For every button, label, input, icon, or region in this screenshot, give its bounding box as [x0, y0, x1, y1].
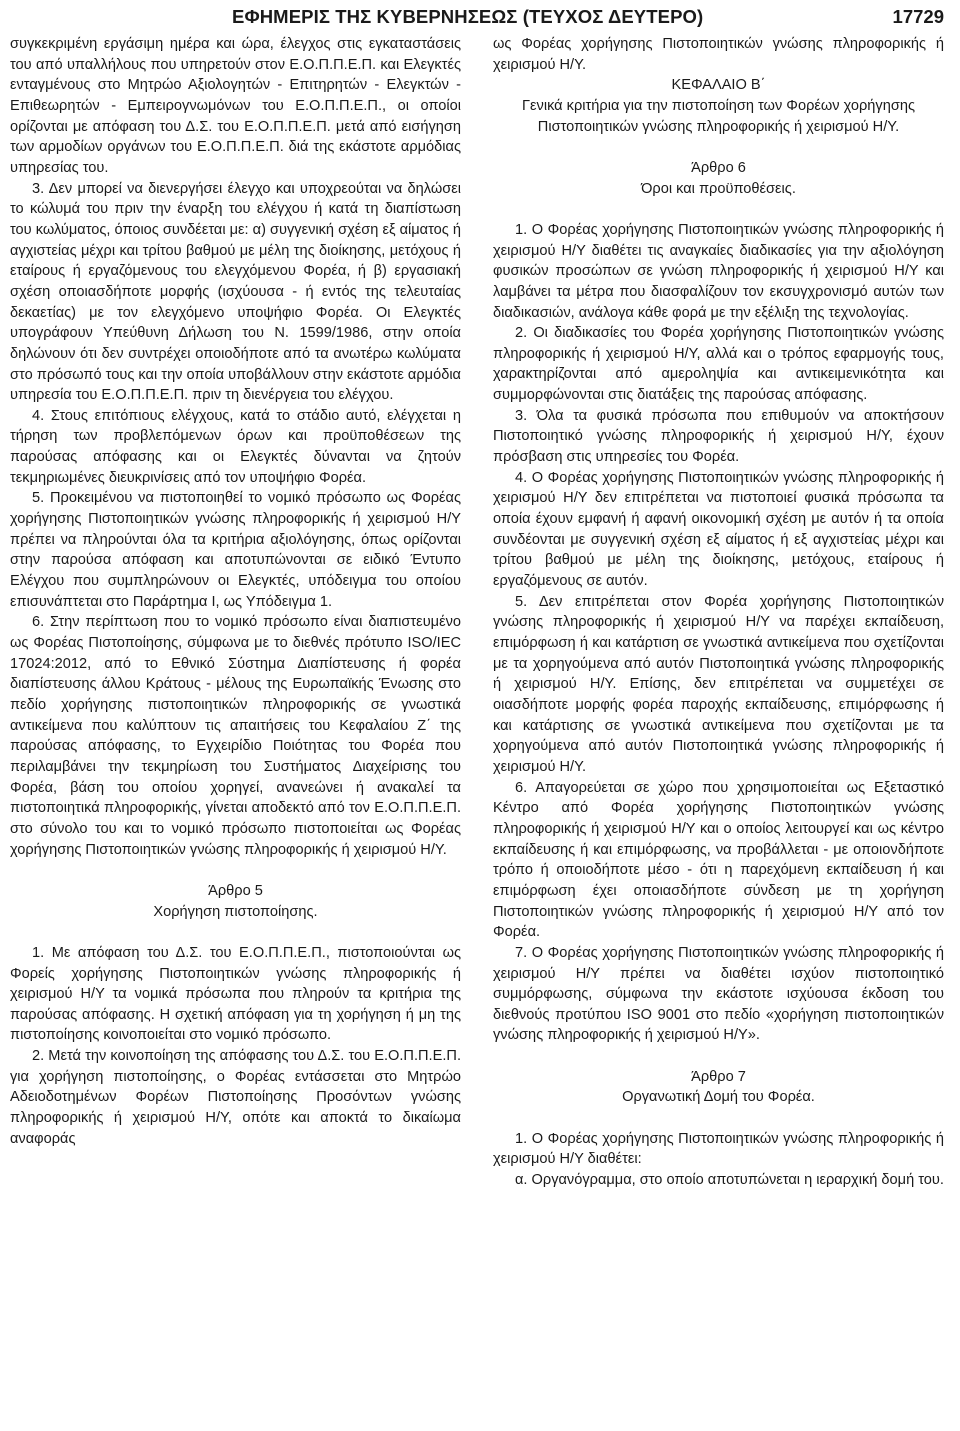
article-7-title: Άρθρο 7 — [691, 1068, 746, 1085]
article-6-paragraph-4: 4. Ο Φορέας χορήγησης Πιστοποιητικών γνώσης πληροφορικής ή χειρισμού Η/Υ δεν επιτρέπεται να πιστοποιεί φυσικά πρόσωπα τα οποία έχουν εμφανή ή αφανή οικονομική σχέση με αυτόν ή τα οποία συνδέονται με συγγενική σχέση εξ αίματος ή εξ αγχιστείας μέχρι και τρίτου βαθμού με μέλη της διοίκησης, μετόχους, εταίρους ή εργαζόμενους σε αυτόν. — [493, 469, 944, 590]
paragraph-continuation: ως Φορέας χορήγησης Πιστοποιητικών γνώσης πληροφορικής ή χειρισμού Η/Υ. — [493, 36, 944, 73]
article-6-title: Άρθρο 6 — [691, 159, 746, 176]
article-6-paragraph-3: 3. Όλα τα φυσικά πρόσωπα που επιθυμούν να αποκτήσουν Πιστοποιητικό γνώσης πληροφορικής ή χειρισμού Η/Υ, έχουν πρόσβαση στις υπηρεσίες του Φορέα. — [493, 407, 944, 466]
article-6-subtitle: Όροι και προϋποθέσεις. — [641, 180, 796, 197]
article-5-title: Άρθρο 5 — [208, 882, 263, 899]
article-7-subtitle: Οργανωτική Δομή του Φορέα. — [622, 1089, 815, 1106]
article-5-paragraph-1: 1. Με απόφαση του Δ.Σ. του Ε.Ο.Π.Π.Ε.Π., πιστοποιούνται ως Φορείς χορήγησης Πιστοποιητικών γνώσης πληροφορικής ή χειρισμού Η/Υ τα νομικά πρόσωπα που πληρούν τα κριτήρια της παρούσας απόφασης. Η σχετική απόφαση για τη χορήγηση ή μη της πιστοποίησης κοινοποιείται στο νομικό πρόσωπο. — [10, 944, 461, 1044]
paragraph-4: 4. Στους επιτόπιους ελέγχους, κατά το στάδιο αυτό, ελέγχεται η τήρηση των προβλεπόμενων όρων και προϋποθέσεων της παρούσας απόφασης και οι Ελεγκτές δύνανται να ζητούν τεκμηριωμένες διευκρινίσεις από τον υποψήφιο Φορέα. — [10, 407, 461, 486]
article-6-paragraph-7: 7. Ο Φορέας χορήγησης Πιστοποιητικών γνώσης πληροφορικής ή χειρισμού Η/Υ πρέπει να διαθέτει ισχύον πιστοποιητικό συμμόρφωσης, σύμφωνα την εκάστοτε ισχύουσα έκδοση του διεθνούς προτύπου ISO 9001 στο πεδίο «χορήγηση πιστοποιητικών γνώσης πληροφορικής ή χειρισμού Η/Υ». — [493, 944, 944, 1044]
article-7-item-a: α. Οργανόγραμμα, στο οποίο αποτυπώνεται η ιεραρχική δομή του. — [515, 1172, 944, 1189]
page-header — [0, 0, 960, 34]
left-column — [10, 34, 461, 1424]
chapter-subtitle: Γενικά κριτήρια για την πιστοποίηση των Φορέων χορήγησης Πιστοποιητικών γνώσης πληροφορικής ή χειρισμού Η/Υ. — [521, 97, 915, 135]
chapter-title: ΚΕΦΑΛΑΙΟ Β΄ — [671, 77, 766, 94]
article-5-paragraph-2: 2. Μετά την κοινοποίηση της απόφασης του Δ.Σ. του Ε.Ο.Π.Π.Ε.Π. για χορήγηση πιστοποίησης, ο Φορέας εντάσσεται στο Μητρώο Αδειοδοτημένων Φορέων Πιστοποίησης Προσόντων γνώσης πληροφορικής ή χειρισμού Η/Υ, οπότε και αποκτά το δικαίωμα αναφοράς — [10, 1048, 461, 1147]
article-5-subtitle: Χορήγηση πιστοποίησης. — [153, 903, 318, 920]
paragraph-6: 6. Στην περίπτωση που το νομικό πρόσωπο είναι διαπιστευμένο ως Φορέας Πιστοποίησης, σύμφωνα με το διεθνές πρότυπο ISO/IEC 17024:2012, από το Εθνικό Σύστημα Διαπίστευσης ή φορέα διαπίστευσης άλλου Κράτους - μέλους της Ευρωπαϊκής Ένωσης στο πεδίο χορήγησης πιστοποιητικών πληροφορικής σε γνωστικά αντικείμενα που καλύπτουν τις απαιτήσεις του Κεφαλαίου Ζ΄ της παρούσας απόφασης, το Εγχειρίδιο Ποιότητας του Φορέα που περιλαμβάνει την τεκμηρίωση του Συστήματος Διαχείρισης του Φορέα, βάση του οποίου χορηγεί, ανανεώνει ή ανακαλεί τα πιστοποιητικά πληροφορικής, γίνεται αποδεκτό από τον Ε.Ο.Π.Π.Ε.Π. στο σύνολο του και το νομικό πρόσωπο πιστοποιείται ως Φορέας χορήγησης Πιστοποιητικών γνώσης πληροφορικής ή χειρισμού Η/Υ. — [10, 614, 461, 858]
article-6-paragraph-1: 1. Ο Φορέας χορήγησης Πιστοποιητικών γνώσης πληροφορικής ή χειρισμού Η/Υ διαθέτει τις αναγκαίες διαδικασίες για την αξιολόγηση φυσικών προσώπων σε γνώση πληροφορικής ή χειρισμού Η/Υ και λαμβάνει τα μέτρα που διασφαλίζουν τον εκσυγχρονισμό αυτών των διαδικασιών, ανάλογα κάθε φορά με την εξέλιξη της τεχνολογίας. — [493, 221, 944, 321]
gazette-title: ΕΦΗΜΕΡΙΣ ΤΗΣ ΚΥΒΕΡΝΗΣΕΩΣ (ΤΕΥΧΟΣ ΔΕΥΤΕΡΟ) — [232, 6, 704, 27]
article-7-paragraph-1: 1. Ο Φορέας χορήγησης Πιστοποιητικών γνώσης πληροφορικής ή χειρισμού Η/Υ διαθέτει: — [493, 1130, 944, 1168]
article-6-paragraph-5: 5. Δεν επιτρέπεται στον Φορέα χορήγησης Πιστοποιητικών γνώσης πληροφορικής ή χειρισμού Η/Υ να παρέχει εκπαίδευση, επιμόρφωση ή και κατάρτιση σε γνωστικά αντικείμενα που σχετίζονται με τα χορηγούμενα από αυτόν Πιστοποιητικά γνώσης πληροφορικής ή χειρισμού Η/Υ. Επίσης, δεν επιτρέπεται να συμμετέχει σε οιασδήποτε μορφής φορέα παροχής εκπαίδευσης, επιμόρφωσης ή και κατάρτισης σε γνωστικά αντικείμενα που σχετίζονται με τα χορηγούμενα από αυτόν Πιστοποιητικά γνώσης πληροφορικής ή χειρισμού Η/Υ. — [493, 593, 944, 775]
right-column — [493, 34, 944, 1424]
page-number: 17729 — [892, 6, 944, 27]
article-6-paragraph-6: 6. Απαγορεύεται σε χώρο που χρησιμοποιείται ως Εξεταστικό Κέντρο από Φορέα χορήγησης Πιστοποιητικών γνώσης πληροφορικής ή χειρισμού Η/Υ και ο οποίος λειτουργεί και ως κέντρο εκπαίδευσης ή και επιμόρφωσης, να προβάλλεται - με οποιονδήποτε τρόπο ή οποιοδήποτε μέσο - ότι η παρεχόμενη εκπαίδευση ή και επιμόρφωση έχει οποιασδήποτε σύνδεση με τη χορήγηση Πιστοποιητικών γνώσης πληροφορικής ή χειρισμού Η/Υ από τον Φορέα. — [493, 779, 944, 941]
article-6-paragraph-2: 2. Οι διαδικασίες του Φορέα χορήγησης Πιστοποιητικών γνώσης πληροφορικής ή χειρισμού Η/Υ, αλλά και ο τρόπος εφαρμογής τους, χαρακτηρίζονται από αμεροληψία και αντικειμενικότητα και συμμορφώνονται στις διατάξεις της παρούσας απόφασης. — [493, 325, 944, 404]
paragraph-5: 5. Προκειμένου να πιστοποιηθεί το νομικό πρόσωπο ως Φορέας χορήγησης Πιστοποιητικών γνώσης πληροφορικής ή χειρισμού Η/Υ πρέπει να πληρούνται όλα τα κριτήρια αξιολόγησης, όπως ορίζονται στην παρούσα απόφαση και αποτυπώνονται σε ειδικό Έντυπο Ελέγχου που συμπληρώνουν οι Ελεγκτές, υπόδειγμα του οποίου επισυνάπτεται στο Παράρτημα Ι, ως Υπόδειγμα 1. — [10, 490, 461, 610]
paragraph-continuation: συγκεκριμένη εργάσιμη ημέρα και ώρα, έλεγχος στις εγκαταστάσεις του από υπαλλήλους που υπηρετούν στον Ε.Ο.Π.Π.Ε.Π. και Ελεγκτές ενταγμένους στο Μητρώο Αξιολογητών - Επιτηρητών - Ελεγκτών - Επιθεωρητών - Εμπειρογνωμόνων του Ε.Ο.Π.Π.Ε.Π., οι οποίοι ορίζονται με απόφαση του Δ.Σ. του Ε.Ο.Π.Π.Ε.Π. μετά από εισήγηση των αρμοδίων οργάνων του Ε.Ο.Π.Π.Ε.Π. διά της εκάστοτε αρμόδιας υπηρεσίας του. — [10, 36, 461, 176]
paragraph-3: 3. Δεν μπορεί να διενεργήσει έλεγχο και υποχρεούται να δηλώσει το κώλυμά του πριν την έναρξη του ελέγχου ή κατά τη διαπίστωση του κωλύματος, όποιος συνδέεται με: α) συγγενική σχέση εξ αίματος ή αγχιστείας μέχρι και τρίτου βαθμού με μέλη της διοίκησης, μετόχους ή εταίρους ή εργαζόμενους του ελεγχόμενου Φορέα, ή β) εργασιακή σχέση οποιασδήποτε μορφής (ισχύουσα - ή εντός της τελευταίας δεκαετίας) με τον ελεγχόμενο υποψήφιο Φορέα. Οι Ελεγκτές υπογράφουν Υπεύθυνη Δήλωση του Ν. 1599/1986, στην οποία δηλώνουν ότι δεν συντρέχει οποιοδήποτε από τα ανωτέρω κωλύματα στο πρόσωπό τους και την οποία υποβάλλουν στην εκάστοτε αρμόδια υπηρεσία του Ε.Ο.Π.Π.Ε.Π. πριν τη διενέργεια του ελέγχου. — [10, 180, 461, 404]
